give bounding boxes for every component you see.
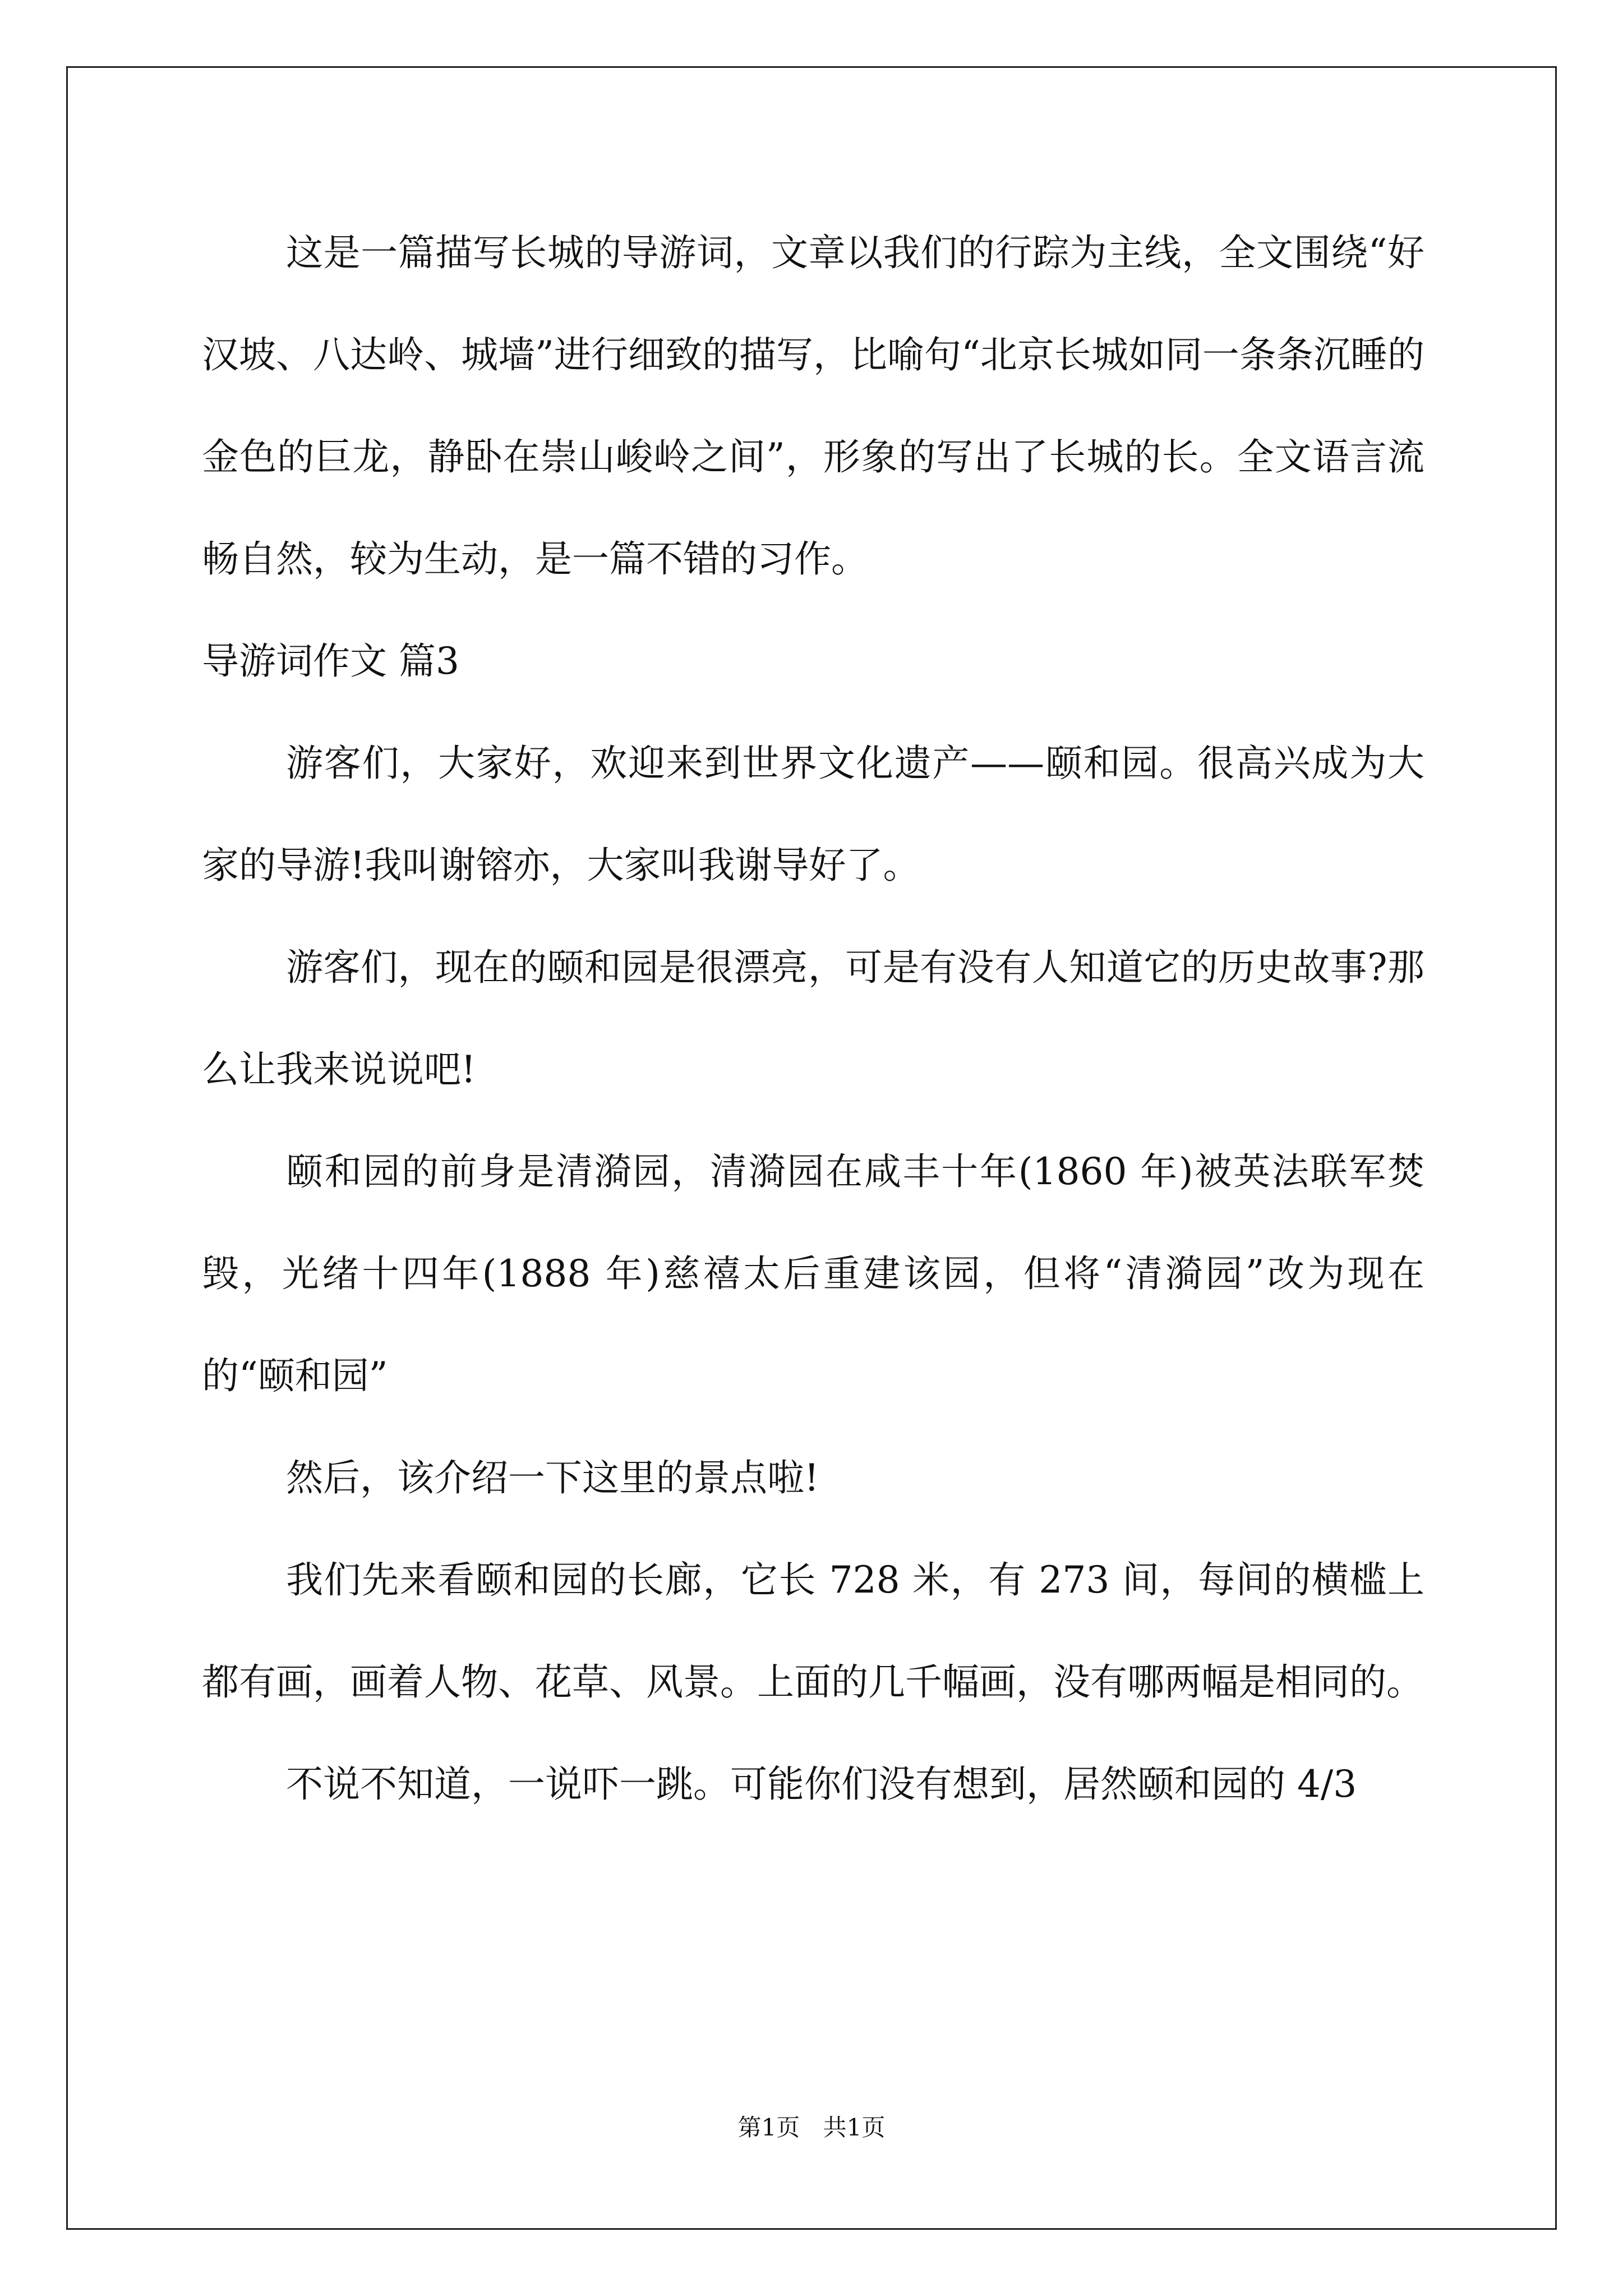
- document-body: [202, 202, 1424, 1835]
- paragraph-surprise: 不说不知道，一说吓一跳。可能你们没有想到，居然颐和园的 4/3: [286, 1763, 1357, 1806]
- page-number: 第1页: [737, 2114, 800, 2141]
- section-heading: 导游词作文 篇3: [202, 639, 459, 683]
- paragraph-welcome: 游客们，大家好，欢迎来到世界文化遗产——颐和园。很高兴成为大家的导游!我叫谢镕亦，大家叫我谢导好了。: [202, 742, 1424, 887]
- page-footer: [0, 2109, 1623, 2143]
- paragraph-history-intro: 游客们，现在的颐和园是很漂亮，可是有没有人知道它的历史故事?那么让我来说说吧!: [202, 946, 1424, 1091]
- paragraph-transition: 然后，该介绍一下这里的景点啦!: [286, 1456, 819, 1499]
- paragraph-commentary: 这是一篇描写长城的导游词，文章以我们的行踪为主线，全文围绕“好汉坡、八达岭、城墙”进行细致的描写，比喻句“北京长城如同一条条沉睡的金色的巨龙，静卧在崇山峻岭之间”，形象的写出了长城的长。全文语言流畅自然，较为生动，是一篇不错的习作。: [202, 231, 1424, 581]
- paragraph-history: 颐和园的前身是清漪园，清漪园在咸丰十年(1860 年)被英法联军焚毁，光绪十四年(1888 年)慈禧太后重建该园，但将“清漪园”改为现在的“颐和园”: [202, 1150, 1424, 1397]
- paragraph-long-corridor: 我们先来看颐和园的长廊，它长 728 米，有 273 间，每间的横槛上都有画，画着人物、花草、风景。上面的几千幅画，没有哪两幅是相同的。: [202, 1558, 1424, 1704]
- page-total: 共1页: [823, 2114, 886, 2141]
